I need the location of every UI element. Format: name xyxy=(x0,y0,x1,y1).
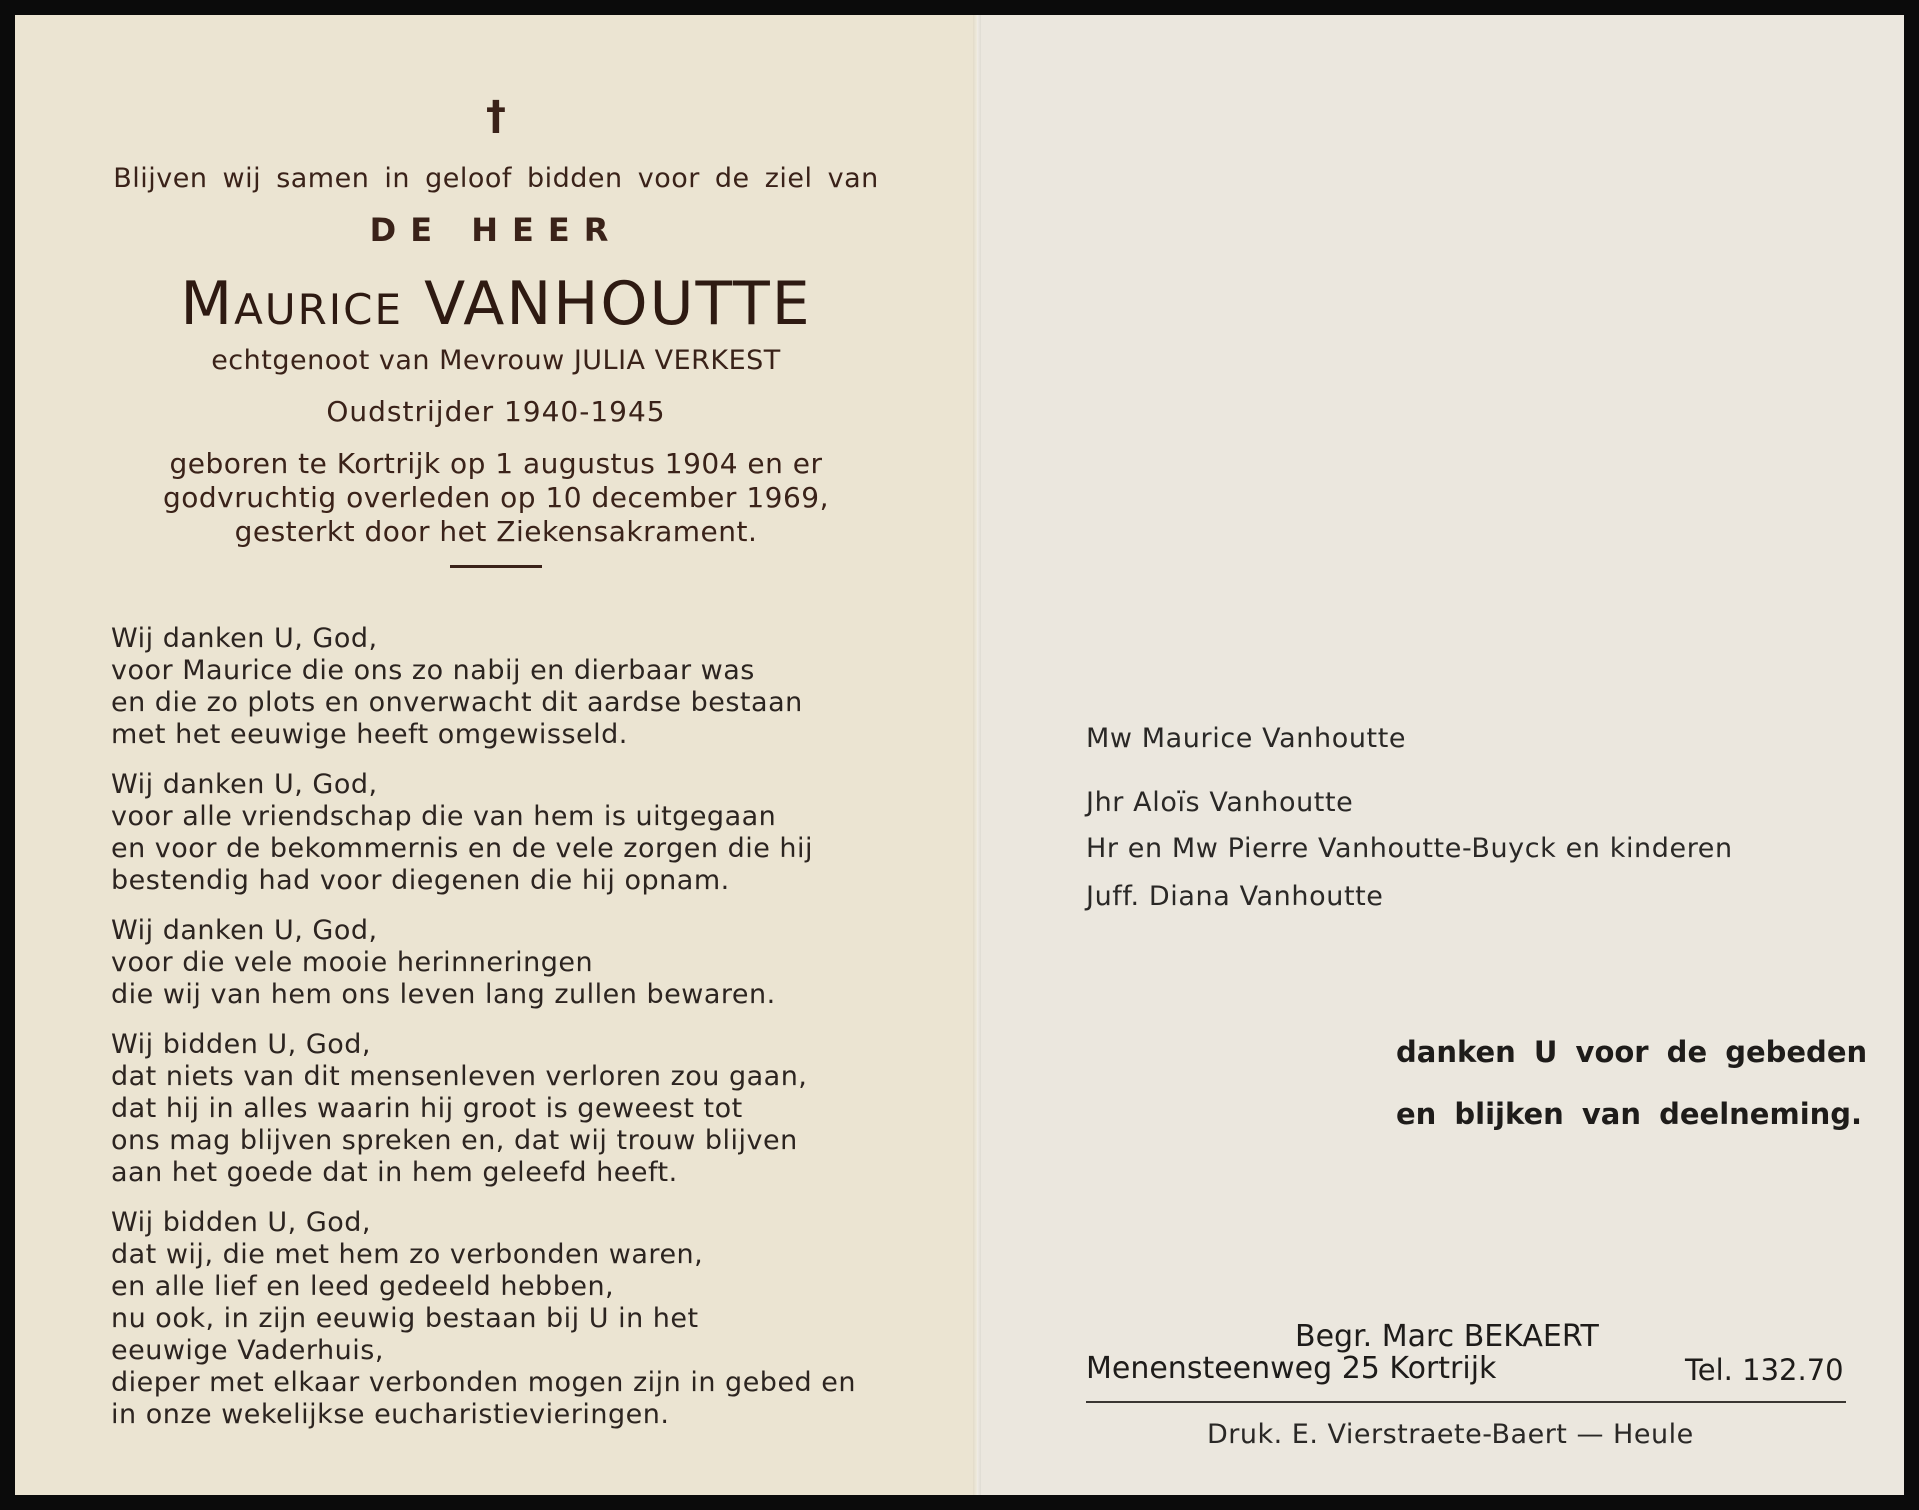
printer-credit: Druk. E. Vierstraete-Baert — Heule xyxy=(1207,1419,1694,1450)
birth-line: geboren te Kortrijk op 1 augustus 1904 en er xyxy=(169,447,823,480)
family-member: Juff. Diana Vanhoutte xyxy=(1086,881,1384,912)
prayer-line: dat wij, die met hem zo verbonden waren, xyxy=(111,1239,704,1270)
prayer-line: nu ook, in zijn eeuwig bestaan bij U in het xyxy=(111,1303,699,1334)
undertaker-name: Begr. Marc BEKAERT xyxy=(1295,1319,1599,1354)
prayer-line: met het eeuwige heeft omgewisseld. xyxy=(111,719,628,750)
memorial-card xyxy=(15,15,1904,1495)
family-member: Mw Maurice Vanhoutte xyxy=(1086,723,1407,754)
birth-death-text xyxy=(15,447,977,549)
intro-line: Blijven wij samen in geloof bidden voor de ziel van xyxy=(113,163,879,194)
undertaker-phone: Tel. 132.70 xyxy=(1685,1353,1844,1387)
thanks-line: danken U voor de gebeden xyxy=(1396,1035,1868,1069)
prayer-stanza xyxy=(111,1207,891,1431)
first-name: Maurice xyxy=(180,269,404,339)
prayer-line: Wij bidden U, God, xyxy=(111,1207,372,1238)
prayer-line: in onze wekelijkse eucharistievieringen. xyxy=(111,1399,670,1430)
birth-line: gesterkt door het Ziekensakrament. xyxy=(234,515,758,548)
prayer-line: en die zo plots en onverwacht dit aardse bestaan xyxy=(111,687,803,718)
family-member: Jhr Aloïs Vanhoutte xyxy=(1086,787,1354,818)
prayer-stanza xyxy=(111,915,891,1011)
deceased-name xyxy=(15,269,977,339)
prayer-line: die wij van hem ons leven lang zullen bewaren. xyxy=(111,979,776,1010)
prayer-line: Wij danken U, God, xyxy=(111,623,378,654)
prayer-line: Wij danken U, God, xyxy=(111,915,378,946)
prayer-stanza xyxy=(111,623,891,751)
veteran-line: Oudstrijder 1940-1945 xyxy=(326,395,666,428)
last-name: VANHOUTTE xyxy=(424,269,812,339)
prayer-line: en alle lief en leed gedeeld hebben, xyxy=(111,1271,615,1302)
prayer-line: dieper met elkaar verbonden mogen zijn in gebed en xyxy=(111,1367,856,1398)
spouse-line: echtgenoot van Mevrouw JULIA VERKEST xyxy=(211,345,781,376)
prayer-line: Wij danken U, God, xyxy=(111,769,378,800)
prayer-line: en voor de bekommernis en de vele zorgen die hij xyxy=(111,833,814,864)
prayer-line: eeuwige Vaderhuis, xyxy=(111,1335,384,1366)
prayer-line: voor die vele mooie herinneringen xyxy=(111,947,594,978)
divider xyxy=(1086,1401,1846,1403)
prayer-line: dat hij in alles waarin hij groot is geweest tot xyxy=(111,1093,743,1124)
prayer-line: voor alle vriendschap die van hem is uitgegaan xyxy=(111,801,777,832)
prayer-line: Wij bidden U, God, xyxy=(111,1029,372,1060)
right-panel xyxy=(977,15,1904,1495)
prayer-line: dat niets van dit mensenleven verloren zou gaan, xyxy=(111,1061,808,1092)
birth-line: godvruchtig overleden op 10 december 1969, xyxy=(163,481,829,514)
prayer-line: ons mag blijven spreken en, dat wij trouw blijven xyxy=(111,1125,798,1156)
undertaker-address: Menensteenweg 25 Kortrijk xyxy=(1086,1351,1497,1386)
thanks-line: en blijken van deelneming. xyxy=(1396,1097,1863,1131)
divider xyxy=(450,565,542,568)
prayer-line: voor Maurice die ons zo nabij en dierbaar was xyxy=(111,655,755,686)
honorific-title: DE HEER xyxy=(369,211,623,249)
prayer-stanza xyxy=(111,769,891,897)
prayer-line: bestendig had voor diegenen die hij opnam. xyxy=(111,865,730,896)
prayer-text xyxy=(111,623,891,1449)
cross-icon: † xyxy=(486,93,506,139)
prayer-line: aan het goede dat in hem geleefd heeft. xyxy=(111,1157,678,1188)
family-member: Hr en Mw Pierre Vanhoutte-Buyck en kinderen xyxy=(1086,833,1733,864)
prayer-stanza xyxy=(111,1029,891,1189)
